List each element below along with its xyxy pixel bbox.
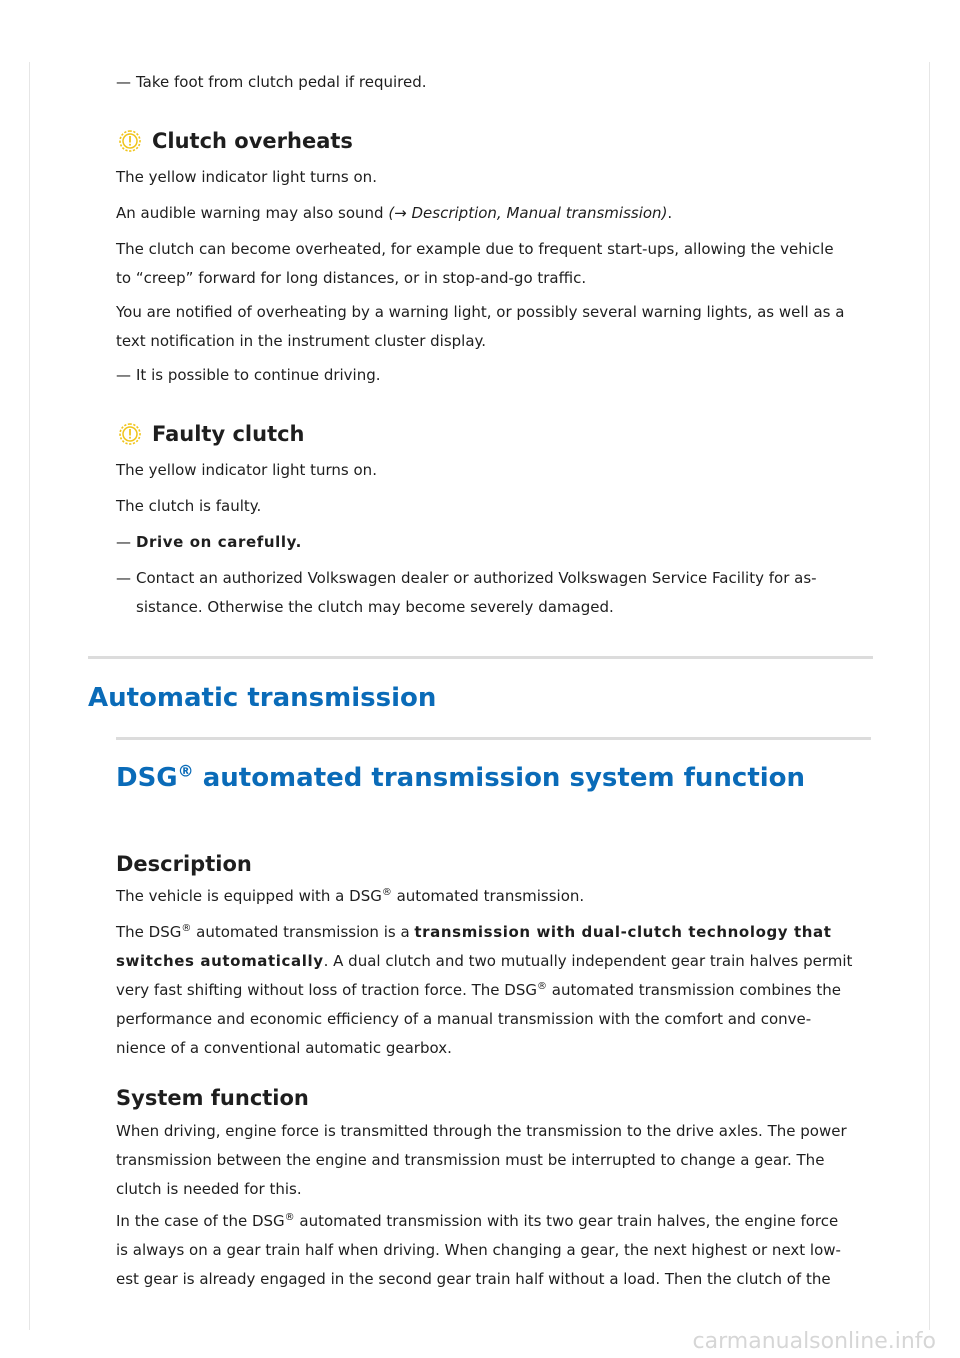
step-text: It is possible to continue driving. — [136, 366, 381, 384]
faulty-clutch-heading — [116, 420, 876, 448]
dash-bullet: — — [116, 533, 131, 551]
dash-bullet: — — [116, 569, 131, 587]
section-title: DSG® automated transmission system function — [116, 761, 806, 793]
section-heading: Faulty clutch — [152, 422, 305, 446]
paragraph: The clutch can become overheated, for example due to frequent start-ups, allowing the vehicle to “creep” forward for long distances, or in stop-and-go traffic. — [116, 240, 834, 287]
subsection-heading: System function — [116, 1086, 309, 1110]
step-text: Drive on carefully. — [136, 533, 302, 551]
section-heading: Clutch overheats — [152, 129, 353, 153]
dash-bullet: — — [116, 366, 131, 384]
step-text: Contact an authorized Volkswagen dealer or authorized Volkswagen Service Facility for as- — [136, 569, 817, 587]
step-item — [116, 361, 876, 390]
warning-light-icon — [116, 420, 144, 448]
step-item: — Contact an authorized Volkswagen dealer or authorized Volkswagen Service Facility for as- sistance. Otherwise the clutch may become severely damaged. — [116, 564, 876, 622]
warning-light-icon — [116, 127, 144, 155]
paragraph: The yellow indicator light turns on. — [116, 461, 377, 479]
paragraph: The clutch is faulty. — [116, 497, 262, 515]
dash-bullet: — — [116, 73, 131, 91]
paragraph: The vehicle is equipped with a DSG® automated transmission. — [116, 887, 585, 905]
step-item — [116, 528, 876, 557]
chapter-title: Automatic transmission — [88, 683, 437, 713]
subsection-heading: Description — [116, 852, 252, 876]
clutch-overheats-heading — [116, 127, 876, 155]
page-border-left — [29, 62, 30, 1330]
section-divider — [88, 656, 873, 659]
paragraph: When driving, engine force is transmitted through the transmission to the drive axles. The power transmission between the engine and transmission must be interrupted to change a gear. The clutch is needed for this. — [116, 1122, 847, 1198]
paragraph: The DSG® automated transmission is a transmission with dual-clutch technology that switches automatically. A dual clutch and two mutually independent gear train halves permit very fast shifting without loss of traction force. The DSG® automated transmission combines the performance and economic efficiency of a manual transmission with the comfort and conve- nience of a conventional automatic gearbox. — [116, 923, 853, 1057]
step-text: Take foot from clutch pedal if required. — [136, 73, 427, 91]
paragraph: The yellow indicator light turns on. — [116, 168, 377, 186]
section-divider — [116, 737, 871, 740]
step-item — [116, 68, 876, 97]
watermark-text: carmanualsonline.info — [692, 1329, 936, 1354]
paragraph: You are notified of overheating by a warning light, or possibly several warning lights, as well as a text notification in the instrument cluster display. — [116, 303, 845, 350]
paragraph: An audible warning may also sound (→ Description, Manual transmission). — [116, 204, 673, 222]
page-border-right — [929, 62, 930, 1330]
paragraph: In the case of the DSG® automated transmission with its two gear train halves, the engine force is always on a gear train half when driving. When changing a gear, the next highest or next low- est gear is already engaged in the second gear train half without a load. Then the clutch of the — [116, 1212, 841, 1288]
cross-reference-link[interactable]: (→ Description, Manual transmission) — [388, 204, 668, 222]
